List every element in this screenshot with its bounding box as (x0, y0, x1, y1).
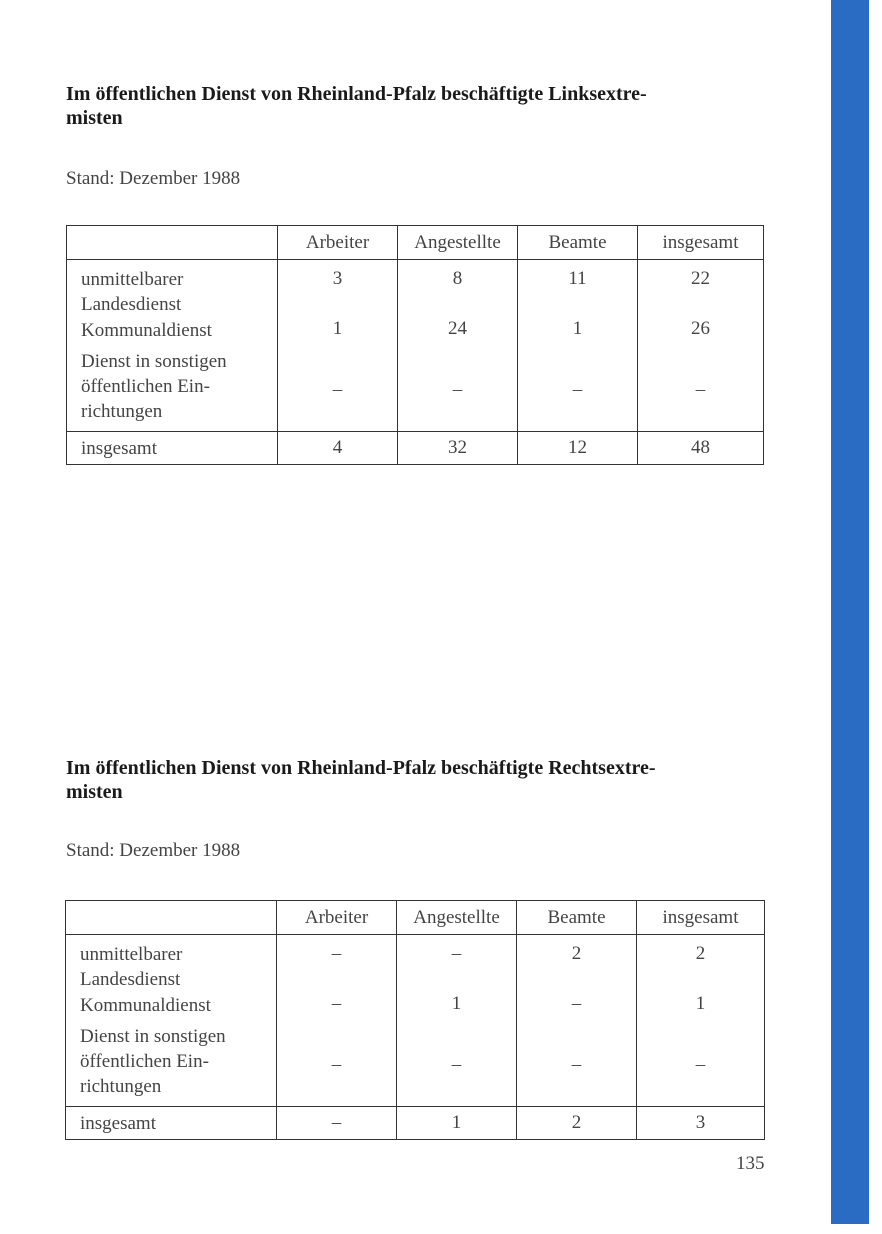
row-label: Kommunaldienst (67, 318, 278, 349)
row-label: insgesamt (66, 1107, 277, 1140)
header-empty-cell (66, 901, 277, 935)
section-linksextremisten (66, 82, 766, 189)
title-line-2: misten (66, 781, 123, 803)
title-line-2: misten (66, 107, 123, 129)
column-header: Arbeiter (278, 226, 398, 260)
table-cell: – (278, 349, 398, 432)
table-cell: 2 (637, 935, 765, 993)
row-label: Kommunaldienst (66, 993, 277, 1024)
table-cell: 4 (278, 432, 398, 465)
table-cell: – (517, 993, 637, 1024)
column-header: insgesamt (637, 901, 765, 935)
table-total-row (67, 432, 764, 465)
table-cell: – (518, 349, 638, 432)
table-cell: – (638, 349, 764, 432)
column-header: Angestellte (398, 226, 518, 260)
column-header: Angestellte (397, 901, 517, 935)
table-cell: 1 (397, 993, 517, 1024)
table-cell: – (397, 1024, 517, 1107)
table-cell: – (277, 935, 397, 993)
table-cell: 26 (638, 318, 764, 349)
table-header-row (66, 901, 765, 935)
table-cell: 24 (398, 318, 518, 349)
section-rechtsextremisten (66, 756, 766, 861)
table-cell: – (397, 935, 517, 993)
column-header: Beamte (517, 901, 637, 935)
table-header-row (67, 226, 764, 260)
table-cell: 48 (638, 432, 764, 465)
table-row (67, 318, 764, 349)
table-cell: 1 (278, 318, 398, 349)
table-cell: – (517, 1024, 637, 1107)
table-title (66, 756, 766, 804)
table-cell: 11 (518, 260, 638, 318)
header-empty-cell (67, 226, 278, 260)
table-cell: 22 (638, 260, 764, 318)
table-row (66, 935, 765, 993)
table-row (66, 1024, 765, 1107)
table-cell: 3 (637, 1107, 765, 1140)
table-cell: 1 (518, 318, 638, 349)
table-cell: 1 (637, 993, 765, 1024)
table-row (67, 260, 764, 318)
table-cell: 8 (398, 260, 518, 318)
table-total-row (66, 1107, 765, 1140)
table-cell: 1 (397, 1107, 517, 1140)
table-row (66, 993, 765, 1024)
row-label: Dienst in sonstigen öffentlichen Ein- richtungen (67, 349, 278, 432)
table-cell: 32 (398, 432, 518, 465)
column-header: insgesamt (638, 226, 764, 260)
table-cell: – (398, 349, 518, 432)
page-number: 135 (736, 1153, 765, 1174)
table-title (66, 82, 766, 130)
column-header: Beamte (518, 226, 638, 260)
table-cell: 2 (517, 1107, 637, 1140)
table-cell: – (277, 993, 397, 1024)
table-linksextremisten (66, 225, 764, 465)
column-header: Arbeiter (277, 901, 397, 935)
table-cell: 12 (518, 432, 638, 465)
page-edge-blue-bar (831, 0, 869, 1224)
table-cell: – (637, 1024, 765, 1107)
row-label: Dienst in sonstigen öffentlichen Ein- richtungen (66, 1024, 277, 1107)
stand-date: Stand: Dezember 1988 (66, 168, 241, 189)
row-label: insgesamt (67, 432, 278, 465)
table-cell: – (277, 1024, 397, 1107)
row-label: unmittelbarer Landesdienst (66, 935, 277, 993)
title-line-1: Im öffentlichen Dienst von Rheinland-Pfalz beschäftigte Rechtsextre- (66, 757, 656, 779)
row-label: unmittelbarer Landesdienst (67, 260, 278, 318)
table-cell: 2 (517, 935, 637, 993)
table-row (67, 349, 764, 432)
table-cell: – (277, 1107, 397, 1140)
table-rechtsextremisten (65, 900, 765, 1140)
title-line-1: Im öffentlichen Dienst von Rheinland-Pfalz beschäftigte Linksextre- (66, 83, 647, 105)
table-cell: 3 (278, 260, 398, 318)
stand-date: Stand: Dezember 1988 (66, 840, 241, 861)
